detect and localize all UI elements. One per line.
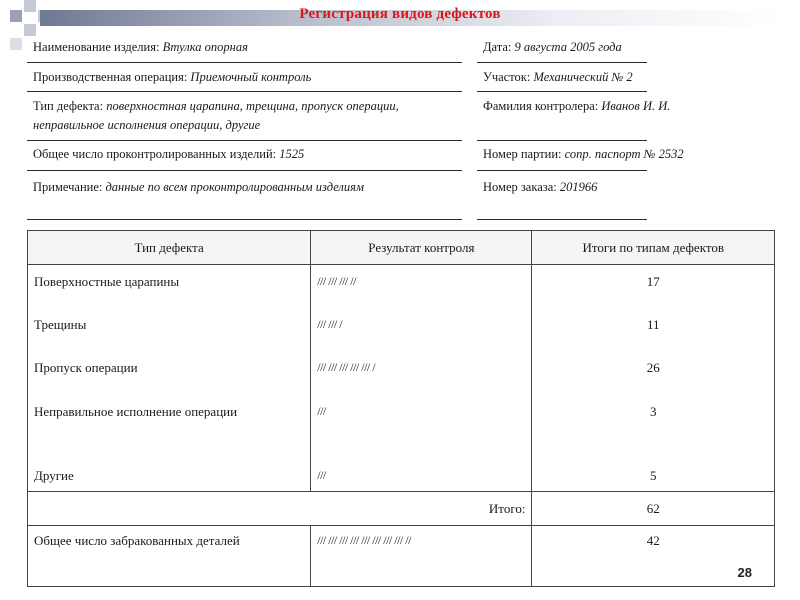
divider bbox=[27, 140, 462, 141]
info-value: 9 августа 2005 года bbox=[514, 40, 622, 54]
divider bbox=[27, 219, 462, 220]
page-title: Регистрация видов дефектов bbox=[299, 6, 501, 22]
divider bbox=[27, 170, 462, 171]
corner-square bbox=[24, 24, 36, 36]
defect-type: Трещины bbox=[34, 317, 87, 332]
divider bbox=[477, 170, 647, 171]
info-value: 201966 bbox=[559, 180, 598, 194]
info-order bbox=[477, 178, 777, 197]
info-value: Втулка опорная bbox=[162, 40, 248, 54]
column-header-result: Результат контроля bbox=[311, 231, 532, 265]
defect-type: Пропуск операции bbox=[34, 360, 138, 375]
info-value: данные по всем проконтролированным изделиям bbox=[105, 180, 364, 194]
info-section bbox=[477, 68, 777, 87]
info-value: Приемочный контроль bbox=[190, 70, 312, 84]
total-value: 62 bbox=[532, 492, 775, 526]
info-batch bbox=[477, 145, 777, 164]
info-value: 1525 bbox=[279, 147, 305, 161]
info-label: Наименование изделия: bbox=[33, 40, 160, 54]
divider bbox=[477, 62, 647, 63]
info-label: Фамилия контролера: bbox=[483, 99, 599, 113]
rejected-value: 42 bbox=[532, 526, 775, 587]
table-row bbox=[28, 265, 775, 492]
info-inspector bbox=[477, 97, 777, 116]
info-label: Номер партии: bbox=[483, 147, 562, 161]
defect-type: Другие bbox=[34, 468, 74, 483]
page-number: 28 bbox=[737, 565, 752, 580]
corner-square bbox=[10, 38, 22, 50]
info-date bbox=[477, 38, 777, 57]
divider bbox=[477, 140, 647, 141]
info-label: Тип дефекта: bbox=[33, 99, 104, 113]
type-total: 11 bbox=[646, 317, 660, 332]
tally-marks: /// /// /// // bbox=[317, 274, 356, 288]
column-header-totals: Итоги по типам дефектов bbox=[532, 231, 775, 265]
info-label: Участок: bbox=[483, 70, 531, 84]
type-total: 26 bbox=[646, 360, 660, 375]
divider bbox=[27, 91, 462, 92]
defect-type-cell bbox=[28, 265, 311, 492]
divider bbox=[27, 62, 462, 63]
column-header-defect-type: Тип дефекта bbox=[28, 231, 311, 265]
type-total: 5 bbox=[649, 468, 657, 483]
info-inspected-count bbox=[27, 145, 462, 164]
info-label: Примечание: bbox=[33, 180, 103, 194]
tally-cell bbox=[311, 265, 532, 492]
info-defect-type bbox=[27, 97, 462, 135]
tally-marks: /// /// / bbox=[317, 317, 343, 331]
tally-marks: /// /// /// /// /// / bbox=[317, 360, 376, 374]
tally-marks: /// bbox=[317, 468, 326, 482]
divider bbox=[477, 91, 647, 92]
info-value: поверхностная царапина, трещина, пропуск операции, неправильное исполнения операции, другие bbox=[33, 99, 399, 132]
info-label: Производственная операция: bbox=[33, 70, 188, 84]
info-operation bbox=[27, 68, 462, 87]
type-total: 17 bbox=[646, 274, 660, 289]
info-product bbox=[27, 38, 462, 57]
rejected-label: Общее число забракованных деталей bbox=[28, 526, 311, 587]
table-header-row bbox=[28, 231, 775, 265]
info-value: Механический № 2 bbox=[533, 70, 633, 84]
info-value: Иванов И. И. bbox=[601, 99, 671, 113]
tally-marks: /// bbox=[317, 404, 326, 418]
table-total-row bbox=[28, 492, 775, 526]
info-note bbox=[27, 178, 462, 197]
defect-type: Поверхностные царапины bbox=[34, 274, 180, 289]
info-value: сопр. паспорт № 2532 bbox=[564, 147, 684, 161]
table-rejected-row bbox=[28, 526, 775, 587]
info-label: Номер заказа: bbox=[483, 180, 557, 194]
info-label: Дата: bbox=[483, 40, 512, 54]
defect-type: Неправильное исполнение операции bbox=[34, 404, 238, 419]
totals-cell bbox=[532, 265, 775, 492]
defects-table bbox=[27, 230, 775, 587]
total-label: Итого: bbox=[28, 492, 532, 526]
info-label: Общее число проконтролированных изделий: bbox=[33, 147, 277, 161]
divider bbox=[477, 219, 647, 220]
rejected-tally: /// /// /// /// /// /// /// /// // bbox=[311, 526, 532, 587]
type-total: 3 bbox=[649, 404, 657, 419]
